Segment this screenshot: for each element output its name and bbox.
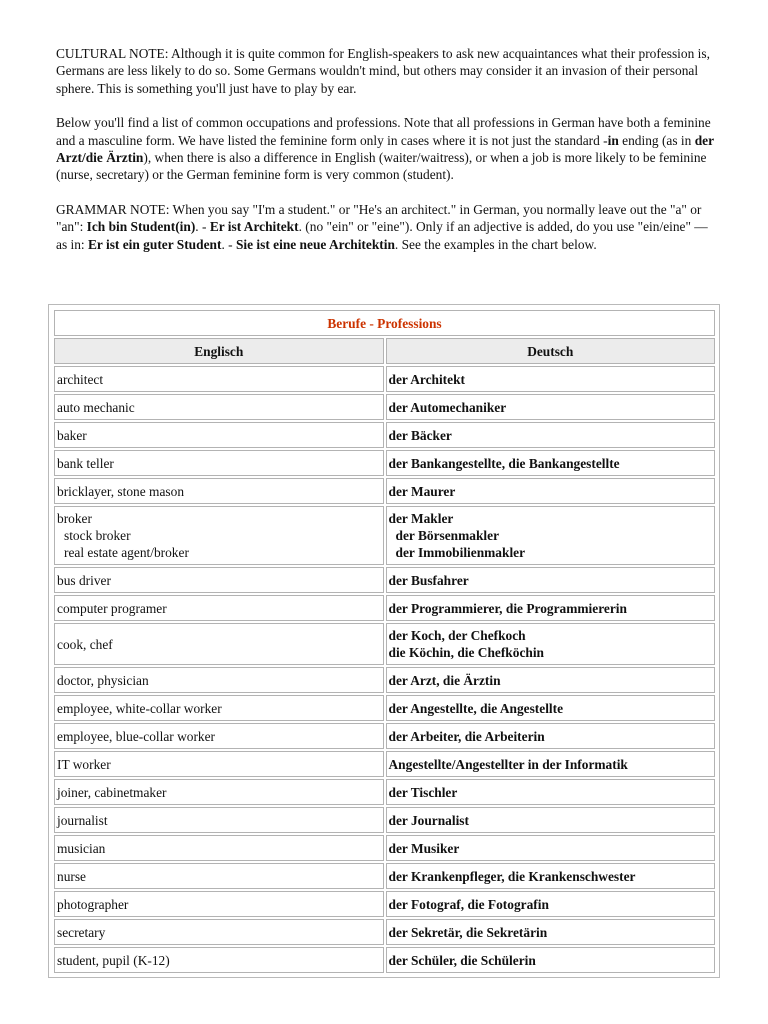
english-cell <box>54 567 384 593</box>
term: doctor, physician <box>57 672 149 688</box>
table-row <box>54 835 715 861</box>
term: employee, white-collar worker <box>57 700 222 716</box>
table-caption: Berufe - Professions <box>54 310 715 336</box>
table-row <box>54 919 715 945</box>
deutsch-cell <box>386 422 716 448</box>
term: secretary <box>57 924 106 940</box>
term: architect <box>57 371 104 387</box>
deutsch-cell <box>386 947 716 973</box>
term: der Arbeiter, die Arbeiterin <box>388 728 545 744</box>
term: computer programer <box>57 600 167 616</box>
emphasis-text: in <box>607 132 619 148</box>
term: der Angestellte, die Angestellte <box>388 700 564 716</box>
term: nurse <box>57 868 87 884</box>
english-cell <box>54 506 384 565</box>
emphasis-text: Ich bin Student(in) <box>86 219 196 235</box>
table-row <box>54 478 715 504</box>
term: bricklayer, stone mason <box>57 483 185 499</box>
term: der Journalist <box>388 812 469 828</box>
table-row <box>54 595 715 621</box>
document-page <box>0 0 768 253</box>
table-body <box>54 366 715 973</box>
table-row <box>54 394 715 420</box>
term: der Automechaniker <box>388 399 507 415</box>
deutsch-cell <box>386 366 716 392</box>
table-row <box>54 863 715 889</box>
table-row <box>54 807 715 833</box>
term: der Musiker <box>388 840 460 856</box>
table-row <box>54 450 715 476</box>
table-row <box>54 891 715 917</box>
table-row <box>54 751 715 777</box>
note-text: ), when there is also a difference in English (waiter/waitress), or when a job is more likely to be feminine (nurse, secretary) or the German feminine form is very common (student). <box>56 150 707 183</box>
note-text: . See the examples in the chart below. <box>394 236 597 252</box>
english-cell <box>54 947 384 973</box>
deutsch-cell <box>386 450 716 476</box>
table-row <box>54 695 715 721</box>
column-header-deutsch: Deutsch <box>386 338 716 364</box>
term: der Schüler, die Schülerin <box>388 952 536 968</box>
term: der Fotograf, die Fotografin <box>388 896 549 912</box>
term: joiner, cabinetmaker <box>57 784 167 800</box>
term: der Arzt, die Ärztin <box>388 672 501 688</box>
table-row <box>54 947 715 973</box>
term: die Köchin, die Chefköchin <box>388 645 545 660</box>
deutsch-cell <box>386 567 716 593</box>
note-text: ending (as in <box>618 132 695 148</box>
english-cell <box>54 394 384 420</box>
term: der Maurer <box>388 483 456 499</box>
emphasis-text: Er ist Architekt <box>209 219 299 235</box>
english-cell <box>54 422 384 448</box>
sub-term: real estate agent/broker <box>64 545 189 560</box>
term: bank teller <box>57 455 114 471</box>
english-cell <box>54 863 384 889</box>
list-intro-note <box>56 114 718 184</box>
term: broker <box>57 511 92 526</box>
deutsch-cell <box>386 595 716 621</box>
english-cell <box>54 779 384 805</box>
deutsch-cell <box>386 723 716 749</box>
note-text: GRAMMAR NOTE: When you say "I'm a student." or "He's an architect." in German, you normally leave out the "a" or "an": <box>56 201 702 235</box>
deutsch-cell <box>386 779 716 805</box>
grammar-note <box>56 201 718 253</box>
deutsch-cell <box>386 506 716 565</box>
term: Angestellte/Angestellter in der Informatik <box>388 756 628 772</box>
deutsch-cell <box>386 695 716 721</box>
cultural-note <box>56 45 718 97</box>
deutsch-cell <box>386 667 716 693</box>
deutsch-cell <box>386 919 716 945</box>
english-cell <box>54 595 384 621</box>
term: der Busfahrer <box>388 572 469 588</box>
deutsch-cell <box>386 394 716 420</box>
table-row <box>54 506 715 565</box>
column-header-english: Englisch <box>54 338 384 364</box>
note-text: CULTURAL NOTE: Although it is quite common for English-speakers to ask new acquaintances what their profession is, Germans are less likely to do so. Some Germans wouldn't mind, but others may consider it an invasion of their personal sphere. This is something you'll just have to play by ear. <box>56 46 710 96</box>
term: der Koch, der Chefkoch <box>388 628 526 643</box>
term: der Bankangestellte, die Bankangestellte <box>388 455 620 471</box>
term: der Tischler <box>388 784 458 800</box>
term: student, pupil (K-12) <box>57 952 170 968</box>
english-cell <box>54 695 384 721</box>
deutsch-cell <box>386 623 716 665</box>
emphasis-text: Er ist ein guter Student <box>88 236 222 252</box>
deutsch-cell <box>386 807 716 833</box>
emphasis-text: Sie ist eine neue Architektin <box>235 236 395 252</box>
professions-table <box>48 304 720 978</box>
deutsch-cell <box>386 835 716 861</box>
term: employee, blue-collar worker <box>57 728 216 744</box>
term: der Programmierer, die Programmiererin <box>388 600 627 616</box>
term: bus driver <box>57 572 111 588</box>
note-text: . - <box>221 236 236 252</box>
term: baker <box>57 427 87 443</box>
sub-term: der Börsenmakler <box>395 528 500 543</box>
term: journalist <box>57 812 108 828</box>
deutsch-cell <box>386 478 716 504</box>
term: der Makler <box>388 511 454 526</box>
deutsch-cell <box>386 891 716 917</box>
english-cell <box>54 450 384 476</box>
note-text: . - <box>195 219 210 235</box>
emphasis-text: der Arzt/die Ärztin <box>56 132 714 166</box>
term: auto mechanic <box>57 399 135 415</box>
sub-term: stock broker <box>64 528 131 543</box>
english-cell <box>54 807 384 833</box>
english-cell <box>54 891 384 917</box>
term: der Krankenpfleger, die Krankenschwester <box>388 868 636 884</box>
english-cell <box>54 667 384 693</box>
english-cell <box>54 751 384 777</box>
deutsch-cell <box>386 863 716 889</box>
note-text: Below you'll find a list of common occupations and professions. Note that all professions in German have both a feminine and a masculine form. We have listed the feminine form only in cases where it is not just the standard - <box>56 115 711 148</box>
term: IT worker <box>57 756 111 772</box>
english-cell <box>54 723 384 749</box>
english-cell <box>54 835 384 861</box>
table-row <box>54 723 715 749</box>
table-row <box>54 366 715 392</box>
table-row <box>54 623 715 665</box>
english-cell <box>54 623 384 665</box>
term: der Architekt <box>388 371 465 387</box>
note-text: . (no "ein" or "eine"). Only if an adjective is added, do you use "ein/eine" — as in: <box>56 219 708 252</box>
deutsch-cell <box>386 751 716 777</box>
table-row <box>54 779 715 805</box>
sub-term: der Immobilienmakler <box>395 545 526 560</box>
term: photographer <box>57 896 129 912</box>
table-row <box>54 567 715 593</box>
term: der Bäcker <box>388 427 452 443</box>
table-row <box>54 667 715 693</box>
english-cell <box>54 478 384 504</box>
term: cook, chef <box>57 636 113 652</box>
term: der Sekretär, die Sekretärin <box>388 924 548 940</box>
table-row <box>54 422 715 448</box>
term: musician <box>57 840 106 856</box>
english-cell <box>54 919 384 945</box>
english-cell <box>54 366 384 392</box>
